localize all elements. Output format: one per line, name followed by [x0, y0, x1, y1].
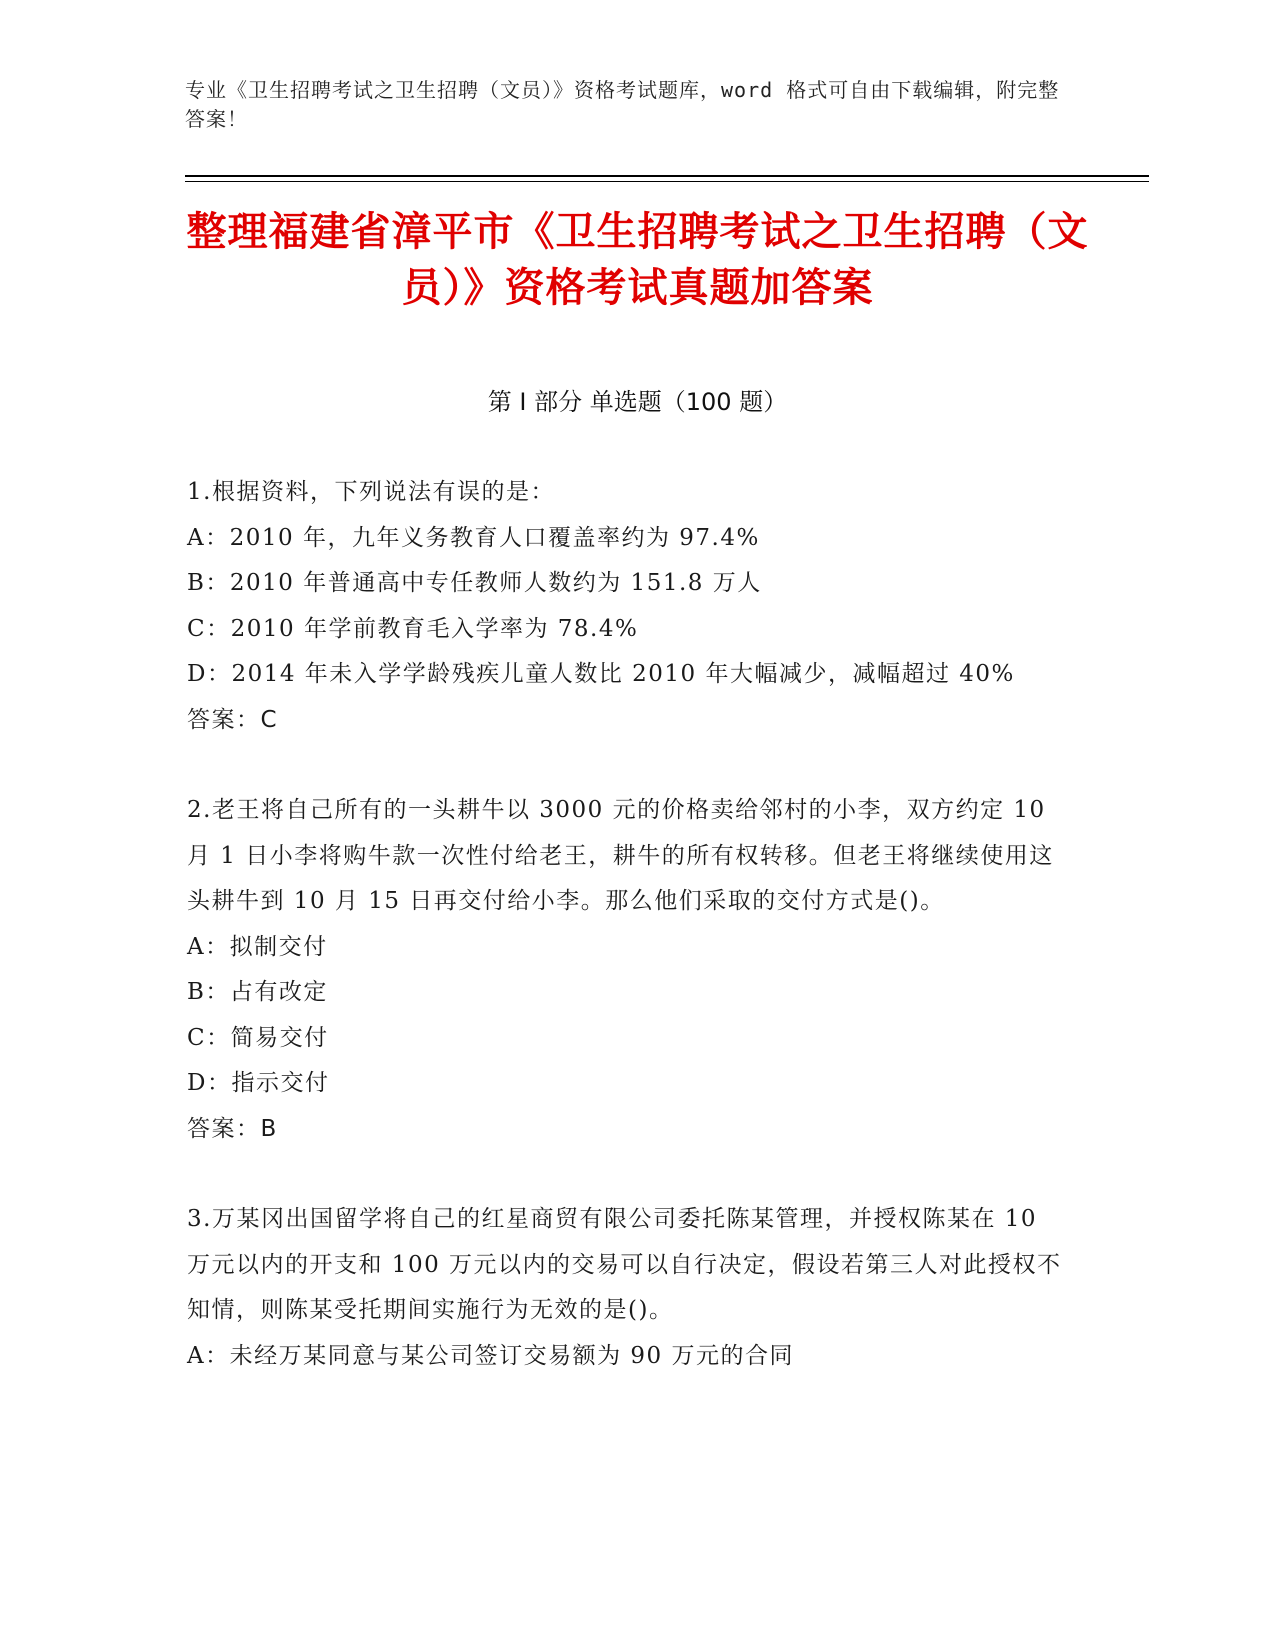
section-heading: 第 I 部分 单选题（100 题） [487, 388, 788, 416]
option-a: A：拟制交付 [187, 933, 328, 960]
answer: 答案：C [187, 706, 279, 733]
question-text: 3.万某冈出国留学将自己的红星商贸有限公司委托陈某管理，并授权陈某在 10 万元以内的开支和 100 万元以内的交易可以自行决定，假设若第三人对此授权不知情，则陈某受托期间实施行为无效的是()。 [187, 1206, 1062, 1323]
option-a: A：2010 年，九年义务教育人口覆盖率约为 97.4% [187, 524, 760, 551]
option-a: A：未经万某同意与某公司签订交易额为 90 万元的合同 [187, 1342, 794, 1369]
question-1 [187, 470, 1067, 743]
option-c: C：简易交付 [187, 1024, 329, 1051]
option-d: D：指示交付 [187, 1070, 330, 1096]
question-2 [187, 788, 1067, 1152]
header-note: 专业《卫生招聘考试之卫生招聘（文员）》资格考试题库，word 格式可自由下载编辑，附完整答案！ [185, 78, 1060, 131]
question-text: 2.老王将自己所有的一头耕牛以 3000 元的价格卖给邻村的小李，双方约定 10 月 1 日小李将购牛款一次性付给老王，耕牛的所有权转移。但老王将继续使用这头耕牛到 10 月 15 日再交付给小李。那么他们采取的交付方式是()。 [187, 797, 1054, 914]
option-b: B：2010 年普通高中专任教师人数约为 151.8 万人 [187, 570, 762, 596]
answer: 答案：B [187, 1115, 278, 1142]
header-rule-thin [185, 181, 1149, 182]
question-3 [187, 1197, 1067, 1379]
question-list [187, 470, 1067, 1424]
option-d: D：2014 年未入学学龄残疾儿童人数比 2010 年大幅减少，减幅超过 40% [187, 661, 1015, 687]
option-b: B：占有改定 [187, 979, 328, 1005]
question-text: 1.根据资料，下列说法有误的是： [187, 479, 555, 505]
header-rule-thick [185, 175, 1149, 177]
document-title: 整理福建省漳平市《卫生招聘考试之卫生招聘（文员）》资格考试真题加答案 [186, 209, 1089, 311]
option-c: C：2010 年学前教育毛入学率为 78.4% [187, 615, 639, 642]
